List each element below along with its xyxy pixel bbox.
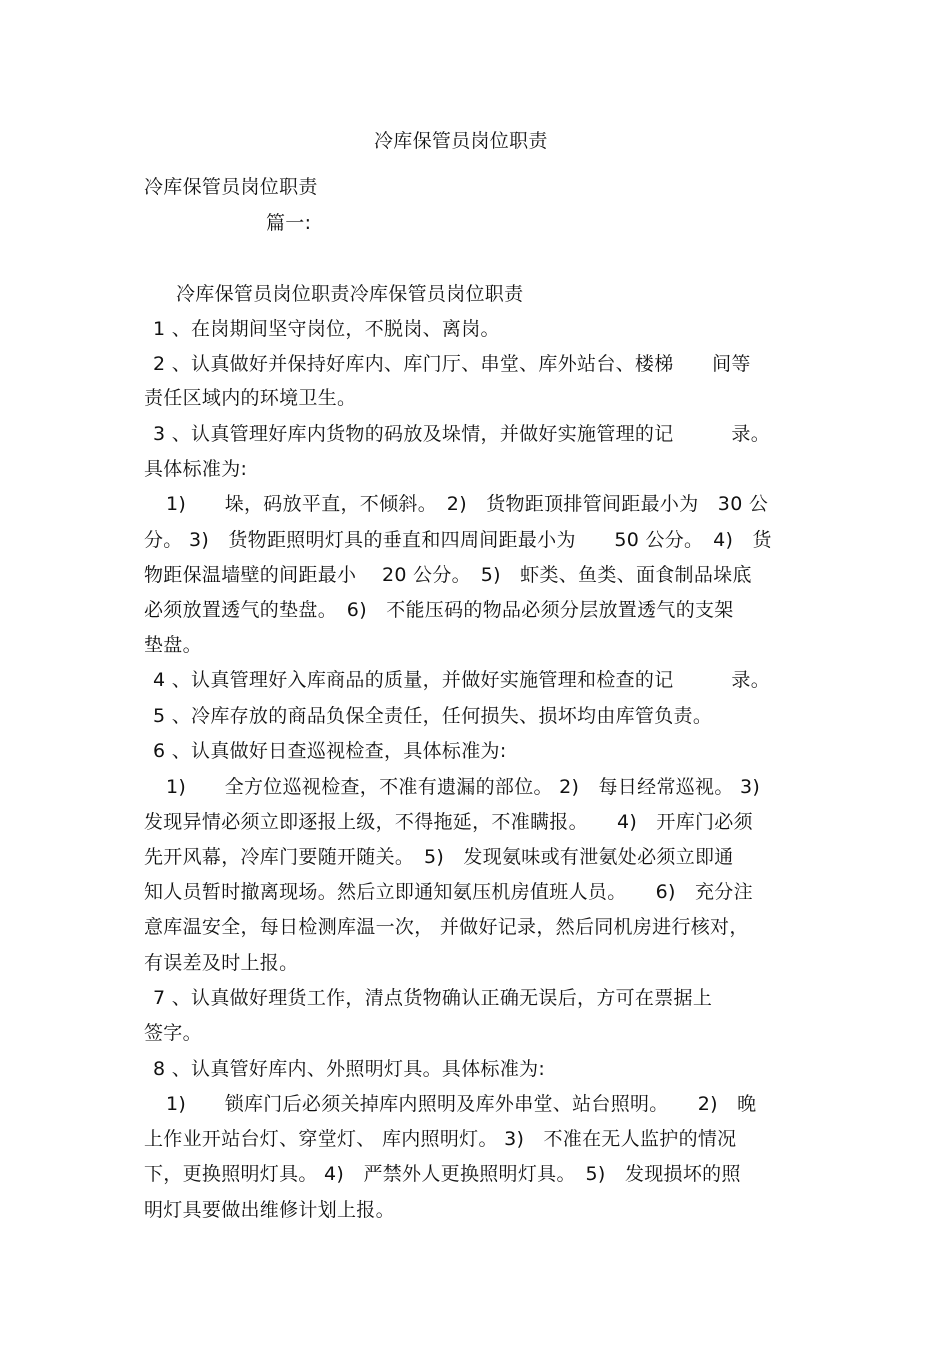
text-line: 4 、认真管理好入库商品的质量，并做好实施管理和检查的记 录。: [153, 669, 771, 691]
text-line: 知人员暂时撤离现场。然后立即通知氨压机房值班人员。 6) 充分注: [144, 881, 753, 903]
text-line: 明灯具要做出维修计划上报。: [144, 1199, 395, 1221]
doc-subtitle: 冷库保管员岗位职责: [144, 176, 318, 198]
text-line: 1) 锁库门后必须关掉库内照明及库外串堂、站台照明。 2) 晚: [166, 1093, 757, 1115]
text-line: 上作业开站台灯、穿堂灯、 库内照明灯。 3) 不准在无人监护的情况: [144, 1128, 737, 1150]
text-line: 分。 3) 货物距照明灯具的垂直和四周间距最小为 50 公分。 4) 货: [144, 529, 772, 551]
text-line: 垫盘。: [144, 634, 202, 656]
text-line: 先开风幕，冷库门要随开随关。 5) 发现氨味或有泄氨处必须立即通: [144, 846, 734, 868]
text-line: 发现异情必须立即逐报上级，不得拖延，不准瞒报。 4) 开库门必须: [144, 811, 753, 833]
text-line: 具体标准为:: [144, 458, 248, 480]
text-line: 6 、认真做好日查巡视检查，具体标准为:: [153, 740, 507, 762]
text-line: 意库温安全，每日检测库温一次， 并做好记录，然后同机房进行核对，: [144, 916, 749, 938]
text-line: 3 、认真管理好库内货物的码放及垛情，并做好实施管理的记 录。: [153, 423, 771, 445]
text-line: 5 、冷库存放的商品负保全责任，任何损失、损坏均由库管负责。: [153, 705, 713, 727]
text-line: 2 、认真做好并保持好库内、库门厅、串堂、库外站台、楼梯 间等: [153, 353, 751, 375]
text-line: 必须放置透气的垫盘。 6) 不能压码的物品必须分层放置透气的支架: [144, 599, 734, 621]
text-line: 1 、在岗期间坚守岗位，不脱岗、离岗。: [153, 318, 500, 340]
text-line: 责任区域内的环境卫生。: [144, 387, 357, 409]
doc-title: 冷库保管员岗位职责: [374, 130, 548, 152]
text-line: 下，更换照明灯具。 4) 严禁外人更换照明灯具。 5) 发现损坏的照: [144, 1163, 741, 1185]
text-line: 1) 垛，码放平直，不倾斜。 2) 货物距顶排管间距最小为 30 公: [166, 493, 769, 515]
doc-heading: 冷库保管员岗位职责冷库保管员岗位职责: [176, 283, 524, 305]
text-line: 有误差及时上报。: [144, 952, 299, 974]
text-line: 物距保温墙壁的间距最小 20 公分。 5) 虾类、鱼类、面食制品垛底: [144, 564, 752, 586]
text-line: 7 、认真做好理货工作，清点货物确认正确无误后，方可在票据上: [153, 987, 713, 1009]
doc-part-label: 篇一:: [266, 212, 312, 234]
text-line: 1) 全方位巡视检查，不准有遗漏的部位。 2) 每日经常巡视。 3): [166, 776, 761, 798]
text-line: 8 、认真管好库内、外照明灯具。具体标准为:: [153, 1058, 546, 1080]
text-line: 签字。: [144, 1022, 202, 1044]
